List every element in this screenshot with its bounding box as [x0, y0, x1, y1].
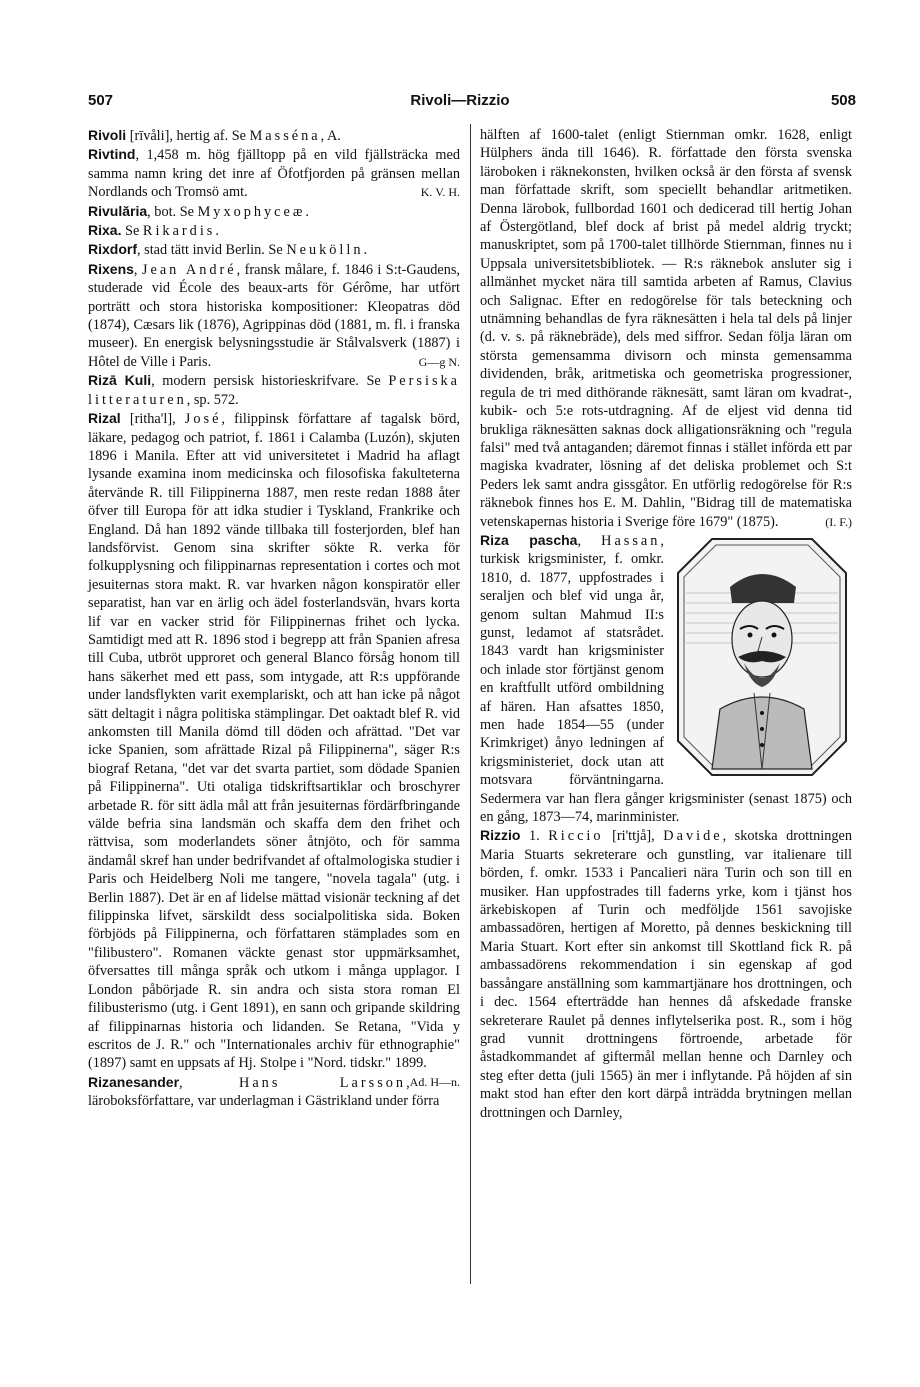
page-number-right: 508: [830, 92, 856, 109]
person-name: José: [184, 411, 222, 428]
entry-tail: .: [363, 242, 368, 259]
person-given-name: Davide: [663, 828, 723, 845]
headword: Rivulăria: [88, 202, 148, 219]
entry-text: , turkisk krigsminister, f. omkr. 1810, d. 1877, uppfostrades i seraljen och blef vid unga år, genom sultan Mahmud II:s gunst, ledamot af statsrådet. 1843 vardt han krigsminister och inlade stor förtjänst genom en kraftfullt utförd ombildning af hären. Han afsattes 1850, men hade 1854—55 (under Krimkriget) ånyo ledningen af krigsministeriet, dock utan att motsvara förväntningarna. Sedermera var han flera gånger krigsminister (senast 1875) och en gång, 1873—74, marinminister.: [480, 532, 852, 826]
person-name: Riccio: [548, 828, 604, 845]
entry-tail: , A.: [320, 128, 341, 144]
entry-rivularia: [88, 202, 460, 221]
headword: Rizā Kuli: [88, 372, 152, 389]
entry-tail: , sp. 572.: [186, 391, 239, 408]
cross-reference[interactable]: Rikardis: [142, 223, 216, 240]
entry-tail: , fransk målare, f. 1846 i S:t-Gaudens, studerade vid École des beaux-arts för Gérôme, har utfört porträtt och stora historiska kompositioner: Kleopatras död (1874), Cæsars lik (1876), Agrippinas död (1881, m. fl. i franska museer). En energisk belysningsstudie är Stålvalsverk (1887) i Hôtel de Ville i Paris.: [88, 261, 460, 370]
entry-rixdorf: [88, 240, 460, 259]
headword: Rixdorf: [88, 241, 137, 258]
portrait-figure: [672, 533, 852, 781]
entry-rixa: [88, 221, 460, 240]
entry-riza-kuli: [88, 371, 460, 409]
entry-rizanesander: [88, 1073, 460, 1111]
entry-text: , skotska drottningen Maria Stuarts sekreterare och gunstling, var italienare till börden, f. omkr. 1533 i Pancalieri nära Turin och son till en musiker. Han uppfostrades till faderns yrke, kom i tjänst hos ärkebiskopen af Turin och medföljde 1561 savojiske ambassadören, hertigen af Moretto, på dennes beskickning till Maria Stuart. Kort efter sin ankomst till Skottland fick R. på ambassadörens rekommendation i sin egenskap af god bassångare anställning som kammartjänare hos drottningen, och i dec. 1564 efterträdde han hennes då afskedade franske sekreterare Raulet på dennes inflytelserika post. R., som i hög grad vunnit drottningens förtroende, arbetade för åstadkommandet af giftermål mellan henne och Darnley och steg efter detta (juli 1565) än mer i inflytande. På höjden af sin makt stod han efter den kort därpå inträdda brytningen mellan drottningen och Darnley,: [480, 828, 853, 1121]
entry-text: [ritha'l],: [120, 411, 185, 428]
entry-riza-pascha: Riza pascha, Hassan, turkisk krigsminister, f. omkr. 1810, d. 1877, uppfostrades i seraljen och blef vid unga år, genom sultan Mahmud II:s gunst, ledamot af statsrådet. 1843 vardt han krigsminister och inlade stor förtjänst genom en kraftfullt utförd ombildning af hären. Han afsattes 1850, men hade 1854—55 (under Krimkriget) ånyo ledningen af krigsministeriet, dock utan att motsvara förväntningarna. Sedermera var han flera gånger krigsminister (senast 1875) och en gång, 1873—74, marinminister.: [480, 531, 852, 826]
entry-text: hälften af 1600-talet (enligt Stiernman omkr. 1628, enligt Hülphers ända till 1646). R. författade den första svenska läroboken i räknekonsten, hvilken också är den första af svensk man författade skrift, som speciellt behandlar aritmetiken. Denna lärobok, fullbordad 1601 och dedicerad till hertig Johan af Östergötland, blef dock af brist på medel aldrig tryckt; manuskriptet, som på 1700-talet tillhörde Stiernman, finnes nu i Uppsala universitetsbibliotek. — R:s räknebok ansluter sig i allmänhet mycket nära till samtida arbeten af Ramus, Clavius och Salignac. Efter en redogörelse för tals beteckning och utnämning behandlas de fyra räknesätten i hela tal dels på linjer (d. v. s. på räknebräde), dels med siffror. Sedan följa läran om största gemensamma divisorn och minsta gemensamma dividenden, bråk, aritmetiska och geometriska progressioner, regula de tri med dithörande räknesätt, samt läran om kvadrat-, kubik- och 5:e rots-utdragning. Af de eljest vid denna tid brukliga räknesätten saknas dock alligationsräkning och "regula falsi" med två antaganden; däremot finnas i stället införda ett par magiska kvadrater, lösning af det deliska problemet och S:t Peders lek samt andra gissgåtor. En utförlig redogörelse för R:s räknebok finnes hos E. M. Dahlin, "Bidrag till de matematiska vetenskapernas historia i Sverige före 1679" (1875).: [480, 127, 852, 530]
entry-text: Se: [121, 223, 143, 240]
person-name: Hans Larsson: [239, 1074, 407, 1091]
cross-reference[interactable]: Neukölln: [286, 242, 364, 259]
headword: Rixa.: [88, 222, 122, 239]
person-name: Jean André: [141, 261, 237, 278]
right-column: [480, 126, 852, 1122]
entry-rizanesander-cont: [480, 126, 852, 531]
cross-reference[interactable]: Myxophyceæ: [197, 203, 306, 220]
pronunciation: [ri'ttjå],: [603, 828, 664, 845]
entry-text: , modern persisk historieskrifvare. Se: [151, 373, 389, 390]
entry-number: 1.: [520, 828, 549, 845]
entry-rixens: [88, 260, 460, 371]
entry-tail: , filippinsk författare af tagalsk börd, läkare, pedagog och patriot, f. 1861 i Calamba (Luzón), skjuten 1896 i Manila. Efter att vid universitetet i Madrid ha aflagt lysande examina inom medicinska och filosofiska fakulteterna återvände R. till Filippinerna 1887, men reste redan 1888 åter öfver till Europa för att idka studier i Tyskland, Frankrike och England. Då han 1892 vände tillbaka till fosterjorden, blef han landsförvist. Genom sina skrifter sökte R. verka för folkupplysning och filippinarnas representation i cortes och mot jesuiternas stora makt. R. var hvarken någon konspiratör eller separatist, han var en ärlig och ädel fosterlandsvän, hvars korta lif var en vacker strid för Filippinernas frihet och lycka. Samtidigt med att R. 1896 stod i begrepp att från Spanien afresa till Cuba, utbröt upproret och general Blanco försåg honom till hans säkerhet med ett pass, som intygade, att R:s uppförande under landsflykten varit exemplariskt, och att han icke på något sätt deltagit i några politiska stämplingar. Det oaktadt blef R. vid ankomsten till Manila dömd till döden och afrättad. "Det var icke Spanien, som afrättade Rizal på Filippinerna", säger R:s biograf Retana, "det var det svarta partiet, som dödade Spanien på Filippinerna". Uti otaliga tidskriftsartiklar och broschyrer arbetade R. för sitt ädla mål att från jesuiternas fördärfbringande välde befria sina landsmän och skaffa dem den frihet och rättvisa, som moderlandets söner åtnjöto, och för samma ändamål skref han under bedrifvandet af oftalmologiska studier i Paris och Heidelberg Noli me tangere, "novela tagala" (utg. i Berlin 1887). Det är en af lidelse mättad visionär teckning af det filippinska lifvet, särskildt dess socialpolitiska sida. Boken förbjöds på Filippinerna, och författaren stämplades som en "filibustero". Romanen väckte genast stor uppmärksamhet, öfversattes till många språk och utkom i många upplagor. I London påbörjade R. sin andra och sista stora roman El filibusterismo (utg. i Gent 1891), en sann och gripande skildring af filippinarnas historia och lidanden. Se Retana, "Vida y escritos de J. R." och "Internationales archiv für ethnographie" (1897) samt en uppsats af Hj. Stolpe i "Nord. tidskr." 1899.: [88, 411, 460, 1072]
entry-text: , stad tätt invid Berlin. Se: [137, 242, 287, 259]
headword: Rizanesander: [88, 1073, 180, 1090]
headword: Rizal: [88, 410, 121, 427]
entry-text: ,: [133, 261, 142, 278]
left-column: [88, 126, 460, 1111]
author-signature: K. V. H.: [420, 185, 460, 200]
entry-tail: , läroboksförfattare, var underlagman i Gästrikland under förra: [88, 1074, 440, 1110]
entry-rivtind: [88, 145, 460, 201]
author-signature: Ad. H—n.: [409, 1074, 460, 1089]
author-signature: G—g N.: [418, 354, 460, 369]
headword: Rivoli: [88, 127, 127, 143]
headword: Rizzio: [480, 827, 521, 844]
entry-text: ,: [179, 1074, 240, 1091]
cross-reference[interactable]: Persiska litteraturen: [88, 373, 460, 408]
column-divider: [470, 124, 471, 1284]
entry-tail: .: [305, 203, 309, 220]
author-signature: (I. F.): [825, 514, 852, 529]
entry-rivoli: [88, 126, 460, 145]
portrait-engraving-icon: [672, 533, 852, 781]
page-title: Rivoli—Rizzio: [410, 92, 510, 109]
entry-rizzio: [480, 826, 852, 1122]
entry-text: [rīvåli], hertig af. Se: [126, 128, 250, 144]
entry-text: , 1,458 m. hög fjälltopp på en vild fjällsträcka med samma namn kring det inre af Öfotfjorden på gränsen mellan Nordlands och Tromsö amt.: [88, 147, 460, 201]
headword: Rivtind: [88, 146, 136, 163]
entry-tail: .: [215, 223, 219, 240]
cross-reference[interactable]: Masséna: [249, 128, 321, 144]
entry-text: , bot. Se: [147, 203, 198, 220]
headword: Riza pascha: [480, 531, 578, 548]
person-name: Hassan: [601, 532, 661, 549]
headword: Rixens: [88, 260, 134, 277]
page-number-left: 507: [88, 92, 114, 109]
